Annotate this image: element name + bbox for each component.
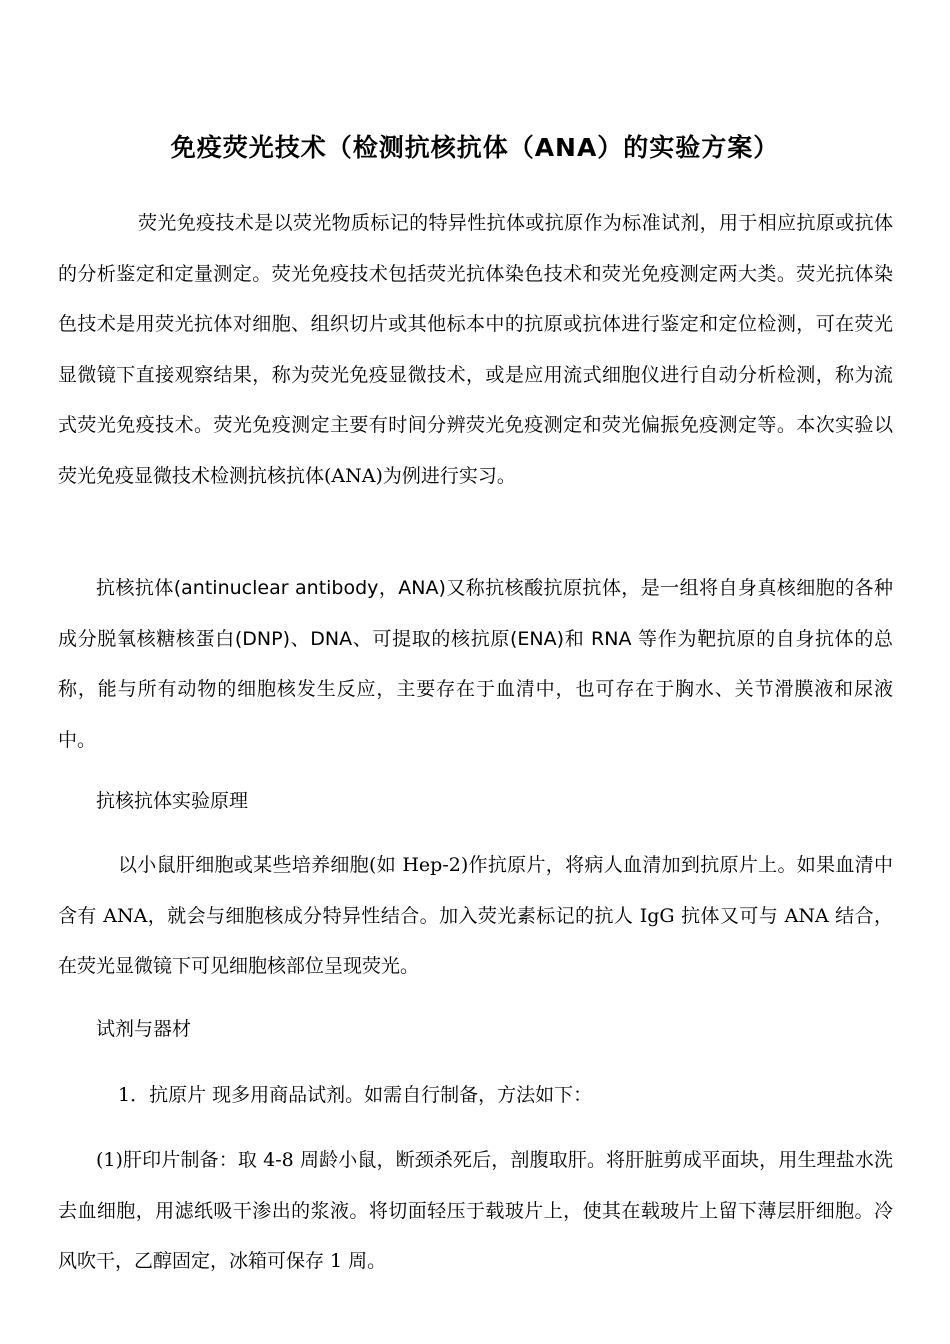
document-title: 免疫荧光技术（检测抗核抗体（ANA）的实验方案） <box>170 133 780 162</box>
heading-materials: 试剂与器材 <box>96 1018 192 1040</box>
heading-principle: 抗核抗体实验原理 <box>96 790 249 812</box>
paragraph-principle: 以小鼠肝细胞或某些培养细胞(如 Hep-2)作抗原片，将病人血清加到抗原片上。如果血清中含有 ANA，就会与细胞核成分特异性结合。加入荧光素标记的抗人 IgG 抗体又可与 ANA 结合，在荧光显微镜下可见细胞核部位呈现荧光。 <box>58 854 893 977</box>
list-item-liver-imprint: (1)肝印片制备：取 4-8 周龄小鼠，断颈杀死后，剖腹取肝。将肝脏剪成平面块，用生理盐水洗去血细胞，用滤纸吸干渗出的浆液。将切面轻压于载玻片上，使其在载玻片上留下薄层肝细胞。冷风吹干，乙醇固定，冰箱可保存 1 周。 <box>58 1149 893 1272</box>
paragraph-intro: 荧光免疫技术是以荧光物质标记的特异性抗体或抗原作为标准试剂，用于相应抗原或抗体的分析鉴定和定量测定。荧光免疫技术包括荧光抗体染色技术和荧光免疫测定两大类。荧光抗体染色技术是用荧光抗体对细胞、组织切片或其他标本中的抗原或抗体进行鉴定和定位检测，可在荧光显微镜下直接观察结果，称为荧光免疫显微技术，或是应用流式细胞仪进行自动分析检测，称为流式荧光免疫技术。荧光免疫测定主要有时间分辨荧光免疫测定和荧光偏振免疫测定等。本次实验以荧光免疫显微技术检测抗核抗体(ANA)为例进行实习。 <box>58 212 893 487</box>
paragraph-ana-definition: 抗核抗体(antinuclear antibody，ANA)又称抗核酸抗原抗体，是一组将自身真核细胞的各种成分脱氧核糖核蛋白(DNP)、DNA、可提取的核抗原(ENA)和 RNA 等作为靶抗原的自身抗体的总称，能与所有动物的细胞核发生反应，主要存在于血清中，也可存在于胸水、关节滑膜液和尿液中。 <box>58 577 893 751</box>
list-item-antigen-slide: 1．抗原片 现多用商品试剂。如需自行制备，方法如下： <box>118 1084 593 1106</box>
